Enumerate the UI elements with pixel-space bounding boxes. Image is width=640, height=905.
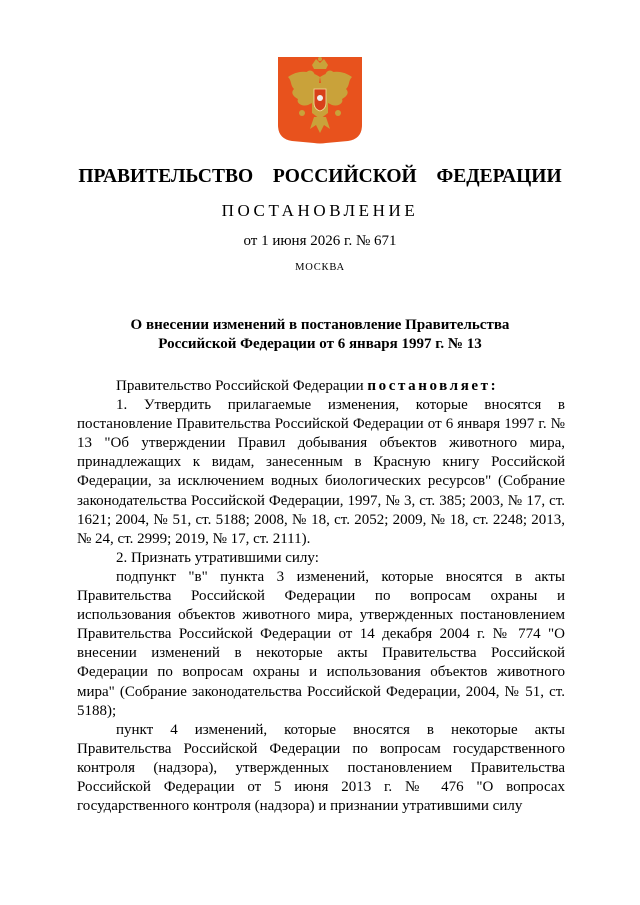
intro-paragraph	[77, 377, 565, 396]
intro-lead: Правительство Российской Федерации	[116, 378, 368, 394]
government-title: ПРАВИТЕЛЬСТВО РОССИЙСКОЙ ФЕДЕРАЦИИ	[78, 166, 562, 187]
subject-line-1: О внесении изменений в постановление Правительства	[130, 317, 510, 333]
subitem-v-paragraph: подпункт "в" пункта 3 изменений, которые вносятся в акты Правительства Российской Федерации по вопросам охраны и использования объектов животного мира, утвержденных постановлением Правительства Российской Федерации от 14 декабря 2004 г. № 774 "О внесении изменений в некоторые акты Правительства Российской Федерации по вопросам охраны и использования объектов животного мира" (Собрание законодательства Российской Федерации, 2004, № 51, ст. 5188);	[77, 568, 565, 719]
document-city: МОСКВА	[295, 262, 345, 273]
subject-line-2: Российской Федерации от 6 января 1997 г. № 13	[158, 336, 482, 352]
item-2-paragraph: 2. Признать утратившими силу:	[116, 549, 319, 566]
decree-word: постановляет:	[367, 378, 499, 394]
document-subject	[90, 316, 550, 354]
document-date-number: от 1 июня 2026 г. № 671	[243, 233, 397, 249]
document-body	[77, 377, 565, 816]
subitem-4-paragraph: пункт 4 изменений, которые вносятся в некоторые акты Правительства Российской Федерации по вопросам государственного контроля (надзора), утвержденных постановлением Правительства Российской Федерации от 5 июня 2013 г. № 476 "О вопросах государственного контроля (надзора) и признании утратившими силу	[77, 721, 565, 815]
russian-coat-of-arms-icon	[276, 55, 364, 145]
document-type: ПОСТАНОВЛЕНИЕ	[221, 201, 419, 220]
item-1-paragraph: 1. Утвердить прилагаемые изменения, которые вносятся в постановление Правительства Российской Федерации от 6 января 1997 г. № 13 "Об утверждении Правил добывания объектов животного мира, принадлежащих к видам, занесенным в Красную книгу Российской Федерации, за исключением водных биологических ресурсов" (Собрание законодательства Российской Федерации, 1997, № 3, ст. 385; 2003, № 17, ст. 1621; 2004, № 51, ст. 5188; 2008, № 18, ст. 2052; 2009, № 18, ст. 2248; 2013, № 24, ст. 2999; 2019, № 17, ст. 2111).	[77, 397, 565, 547]
